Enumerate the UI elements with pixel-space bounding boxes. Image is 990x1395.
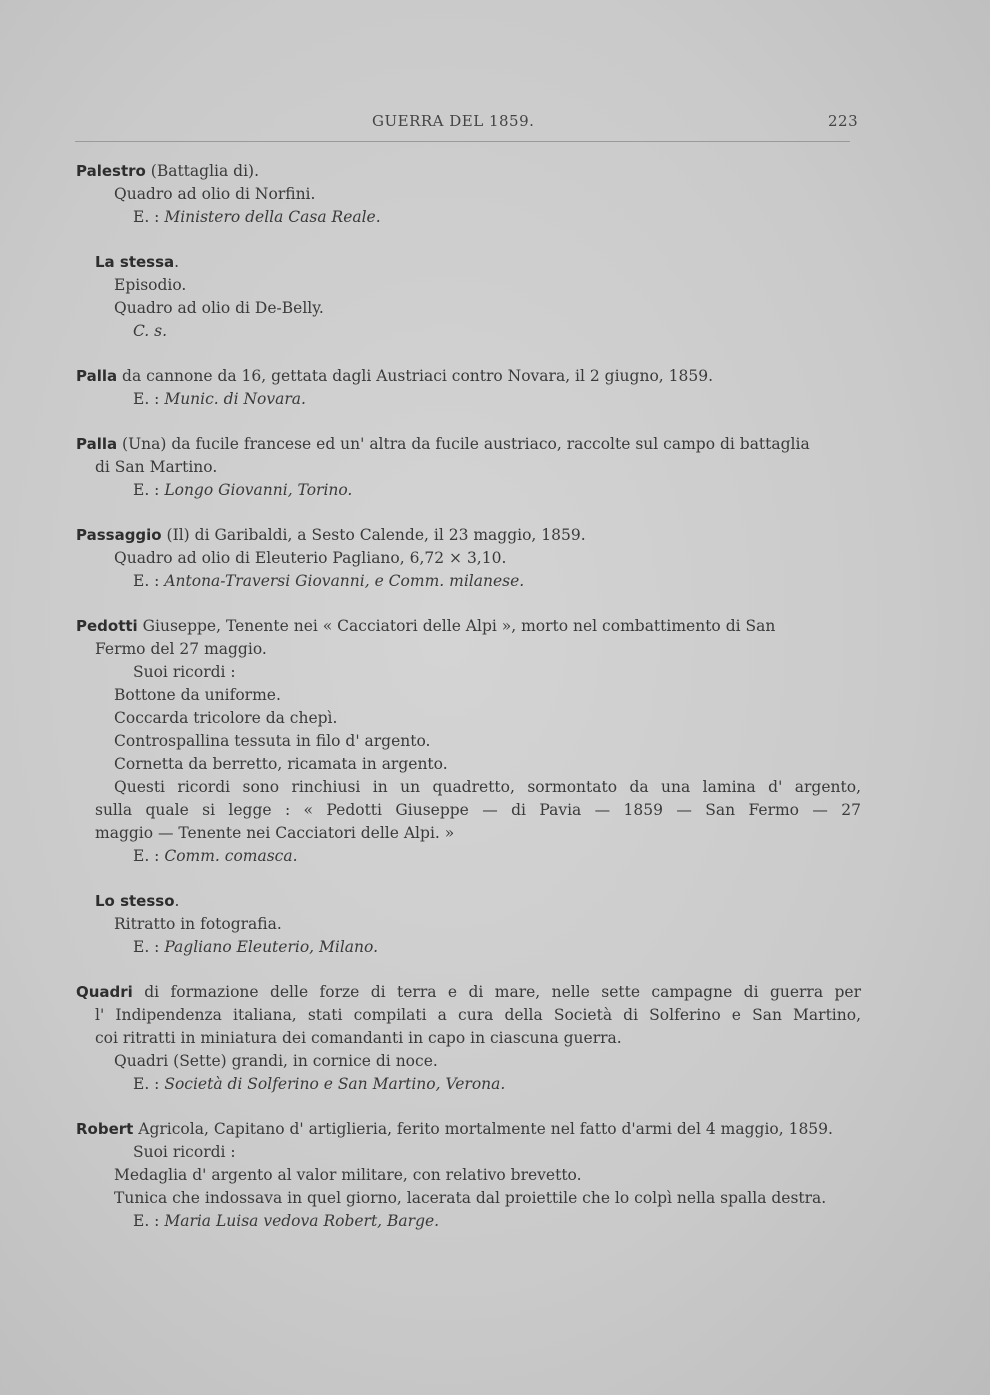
entry-lo-stesso bbox=[76, 890, 861, 959]
entry-line: Tunica che indossava in quel giorno, lacerata dal proiettile che lo colpì nella spalla destra. bbox=[114, 1189, 827, 1207]
entry-heading: Palla bbox=[76, 435, 118, 453]
exhibitor-label: E. : bbox=[133, 572, 165, 590]
entry-text: Giuseppe, Tenente nei « Cacciatori delle Alpi », morto nel combattimento di San bbox=[137, 617, 776, 635]
entry-robert bbox=[76, 1118, 861, 1233]
running-head bbox=[0, 112, 990, 136]
entry-text: di formazione delle forze di terra e di mare, nelle sette campagne di guerra per bbox=[132, 983, 861, 1001]
entry-palla-fucile bbox=[76, 433, 861, 502]
entry-line: Coccarda tricolore da chepì. bbox=[114, 709, 338, 727]
exhibitor-label: E. : bbox=[133, 481, 165, 499]
entry-pedotti bbox=[76, 615, 861, 868]
entry-paragraph-line: maggio — Tenente nei Cacciatori delle Alpi. » bbox=[95, 824, 455, 842]
entry-text: (Battaglia di). bbox=[145, 162, 260, 180]
exhibitor-name: Maria Luisa vedova Robert, Barge. bbox=[164, 1212, 440, 1230]
header-rule bbox=[75, 141, 850, 142]
entry-line: Bottone da uniforme. bbox=[114, 686, 281, 704]
entry-line: Quadro ad olio di De-Belly. bbox=[114, 299, 324, 317]
entry-heading: Pedotti bbox=[76, 617, 138, 635]
entry-palla-cannone bbox=[76, 365, 861, 411]
entry-subheading: Suoi ricordi : bbox=[133, 663, 236, 681]
exhibitor-name: Comm. comasca. bbox=[164, 847, 298, 865]
entry-continuation: coi ritratti in miniatura dei comandanti in capo in ciascuna guerra. bbox=[95, 1029, 622, 1047]
exhibitor-label: E. : bbox=[133, 208, 165, 226]
entry-heading: La stessa bbox=[95, 253, 175, 271]
entry-text: . bbox=[174, 892, 180, 910]
exhibitor-label: E. : bbox=[133, 1212, 165, 1230]
exhibitor-name: Munic. di Novara. bbox=[164, 390, 306, 408]
entry-quadri bbox=[76, 981, 861, 1096]
entry-palestro bbox=[76, 160, 861, 229]
exhibitor-name: Longo Giovanni, Torino. bbox=[164, 481, 353, 499]
exhibitor-label: E. : bbox=[133, 390, 165, 408]
exhibitor-name: Ministero della Casa Reale. bbox=[164, 208, 381, 226]
entry-line: Medaglia d' argento al valor militare, con relativo brevetto. bbox=[114, 1166, 582, 1184]
exhibitor-label: E. : bbox=[133, 938, 165, 956]
exhibitor-name: Pagliano Eleuterio, Milano. bbox=[164, 938, 378, 956]
entry-line: Cornetta da berretto, ricamata in argento. bbox=[114, 755, 448, 773]
entry-heading: Lo stesso bbox=[95, 892, 175, 910]
entry-heading: Robert bbox=[76, 1120, 134, 1138]
entry-paragraph-line: sulla quale si legge : « Pedotti Giuseppe — di Pavia — 1859 — San Fermo — 27 bbox=[95, 801, 861, 819]
entry-line: Controspallina tessuta in filo d' argento. bbox=[114, 732, 431, 750]
entry-line: Episodio. bbox=[114, 276, 187, 294]
entry-paragraph-line: Questi ricordi sono rinchiusi in un quadretto, sormontato da una lamina d' argento, bbox=[114, 778, 861, 796]
entry-heading: Passaggio bbox=[76, 526, 162, 544]
entry-text: da cannone da 16, gettata dagli Austriaci contro Novara, il 2 giugno, 1859. bbox=[117, 367, 714, 385]
entry-continuation: l' Indipendenza italiana, stati compilati a cura della Società di Solferino e San Martino, bbox=[95, 1006, 861, 1024]
entry-heading: Palla bbox=[76, 367, 118, 385]
entry-text: (Il) di Garibaldi, a Sesto Calende, il 23 maggio, 1859. bbox=[161, 526, 586, 544]
entry-la-stessa bbox=[76, 251, 861, 343]
entry-line: Ritratto in fotografia. bbox=[114, 915, 282, 933]
catalog-body bbox=[76, 160, 861, 1255]
page-number: 223 bbox=[828, 112, 859, 130]
exhibitor-name: Antona-Traversi Giovanni, e Comm. milanese. bbox=[164, 572, 525, 590]
exhibitor-label: E. : bbox=[133, 847, 165, 865]
entry-text: Agricola, Capitano d' artiglieria, ferito mortalmente nel fatto d'armi del 4 maggio, 1859. bbox=[133, 1120, 833, 1138]
entry-line: Quadro ad olio di Norfini. bbox=[114, 185, 316, 203]
entry-text: . bbox=[174, 253, 180, 271]
entry-continuation: di San Martino. bbox=[95, 458, 218, 476]
entry-cs: C. s. bbox=[133, 322, 168, 340]
entry-passaggio bbox=[76, 524, 861, 593]
entry-line: Quadro ad olio di Eleuterio Pagliano, 6,72 × 3,10. bbox=[114, 549, 507, 567]
entry-continuation: Fermo del 27 maggio. bbox=[95, 640, 267, 658]
entry-line: Quadri (Sette) grandi, in cornice di noce. bbox=[114, 1052, 438, 1070]
entry-subheading: Suoi ricordi : bbox=[133, 1143, 236, 1161]
entry-text: (Una) da fucile francese ed un' altra da fucile austriaco, raccolte sul campo di battaglia bbox=[117, 435, 810, 453]
exhibitor-name: Società di Solferino e San Martino, Verona. bbox=[164, 1075, 506, 1093]
exhibitor-label: E. : bbox=[133, 1075, 165, 1093]
entry-heading: Quadri bbox=[76, 983, 133, 1001]
running-title: GUERRA DEL 1859. bbox=[372, 112, 535, 130]
entry-heading: Palestro bbox=[76, 162, 146, 180]
